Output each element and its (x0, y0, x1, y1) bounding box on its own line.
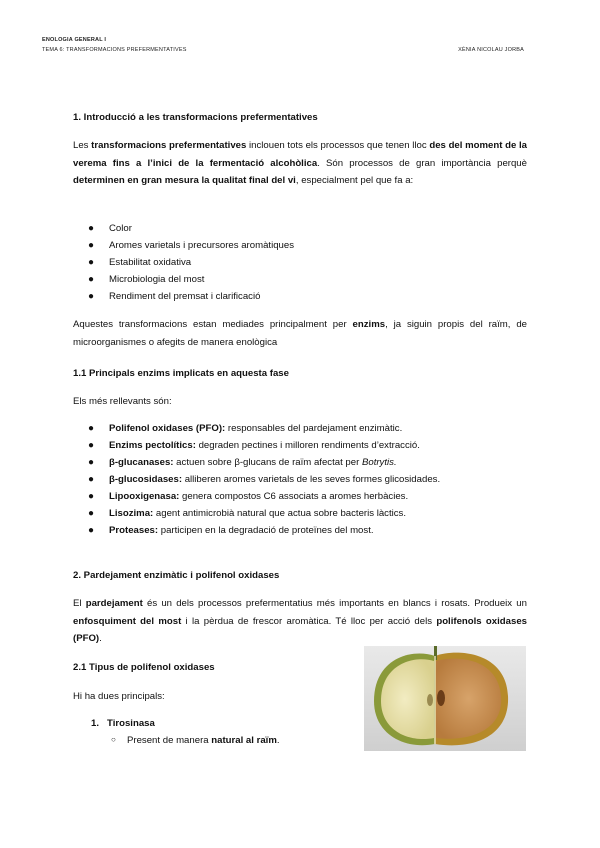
section-1-heading: 1. Introducció a les transformacions prefermentatives (73, 112, 318, 123)
section-1-paragraph-2: Aquestes transformacions estan mediades principalment per enzims, ja siguin propis del raïm, de microorganismes o afegits de manera enològica (73, 319, 527, 348)
section-2-1-heading: 2.1 Tipus de polifenol oxidases (73, 662, 215, 673)
enzymes-list (73, 420, 527, 539)
author-name: XÈNIA NICOLAU JORBA (458, 47, 524, 53)
apple-browning-photo-icon (364, 646, 526, 751)
section-1-paragraph: Les transformacions prefermentatives inclouen tots els processos que tenen lloc des del moment de la verema fins a l’inici de la fermentació alcohòlica. Són processos de gran importància perquè determinen en gran mesura la qualitat final del vi, especialment pel que fa a: (73, 140, 527, 186)
list-item: ● Microbiologia del most (88, 274, 205, 285)
quality-factors-list (73, 220, 527, 305)
list-item: ● Enzims pectolítics: degraden pectines i milloren rendiments d’extracció. (88, 440, 420, 451)
list-item: ● β-glucanases: actuen sobre β-glucans de raïm afectat per Botrytis. (88, 457, 397, 468)
course-title: ENOLOGIA GENERAL I (42, 37, 107, 43)
section-1-1-intro: Els més rellevants són: (73, 396, 172, 407)
list-item: ● Estabilitat oxidativa (88, 257, 192, 268)
section-2-1-intro: Hi ha dues principals: (73, 691, 165, 702)
topic-title: TEMA 6: TRANSFORMACIONS PREFERMENTATIVES (42, 47, 187, 53)
section-1-1-heading: 1.1 Principals enzims implicats en aquesta fase (73, 368, 289, 379)
list-item-tirosinasa: 1. Tirosinasa (91, 718, 155, 729)
list-item: ● Lipooxigenasa: genera compostos C6 associats a aromes herbàcies. (88, 491, 409, 502)
list-item: ● Proteases: participen en la degradació de proteïnes del most. (88, 525, 374, 536)
section-2-heading: 2. Pardejament enzimàtic i polifenol oxidases (73, 570, 280, 581)
section-2-paragraph: El pardejament és un dels processos prefermentatius més importants en blancs i rosats. Produeix un enfosquiment del most i la pèrdua de frescor aromàtica. Té lloc per acció dels polifenols oxidases (PFO). (73, 598, 527, 644)
list-item: ● Polifenol oxidases (PFO): responsables del pardejament enzimàtic. (88, 423, 403, 434)
list-item: ● β-glucosidases: alliberen aromes varietals de les seves formes glicosidades. (88, 474, 441, 485)
list-item: ● Aromes varietals i precursores aromàtiques (88, 240, 295, 251)
list-item: ● Lisozima: agent antimicrobià natural que actua sobre bacteris làctics. (88, 508, 407, 519)
list-item: ● Color (88, 223, 132, 234)
list-item: ● Rendiment del premsat i clarificació (88, 291, 261, 302)
sub-list-item: ○ Present de manera natural al raïm. (111, 735, 280, 746)
